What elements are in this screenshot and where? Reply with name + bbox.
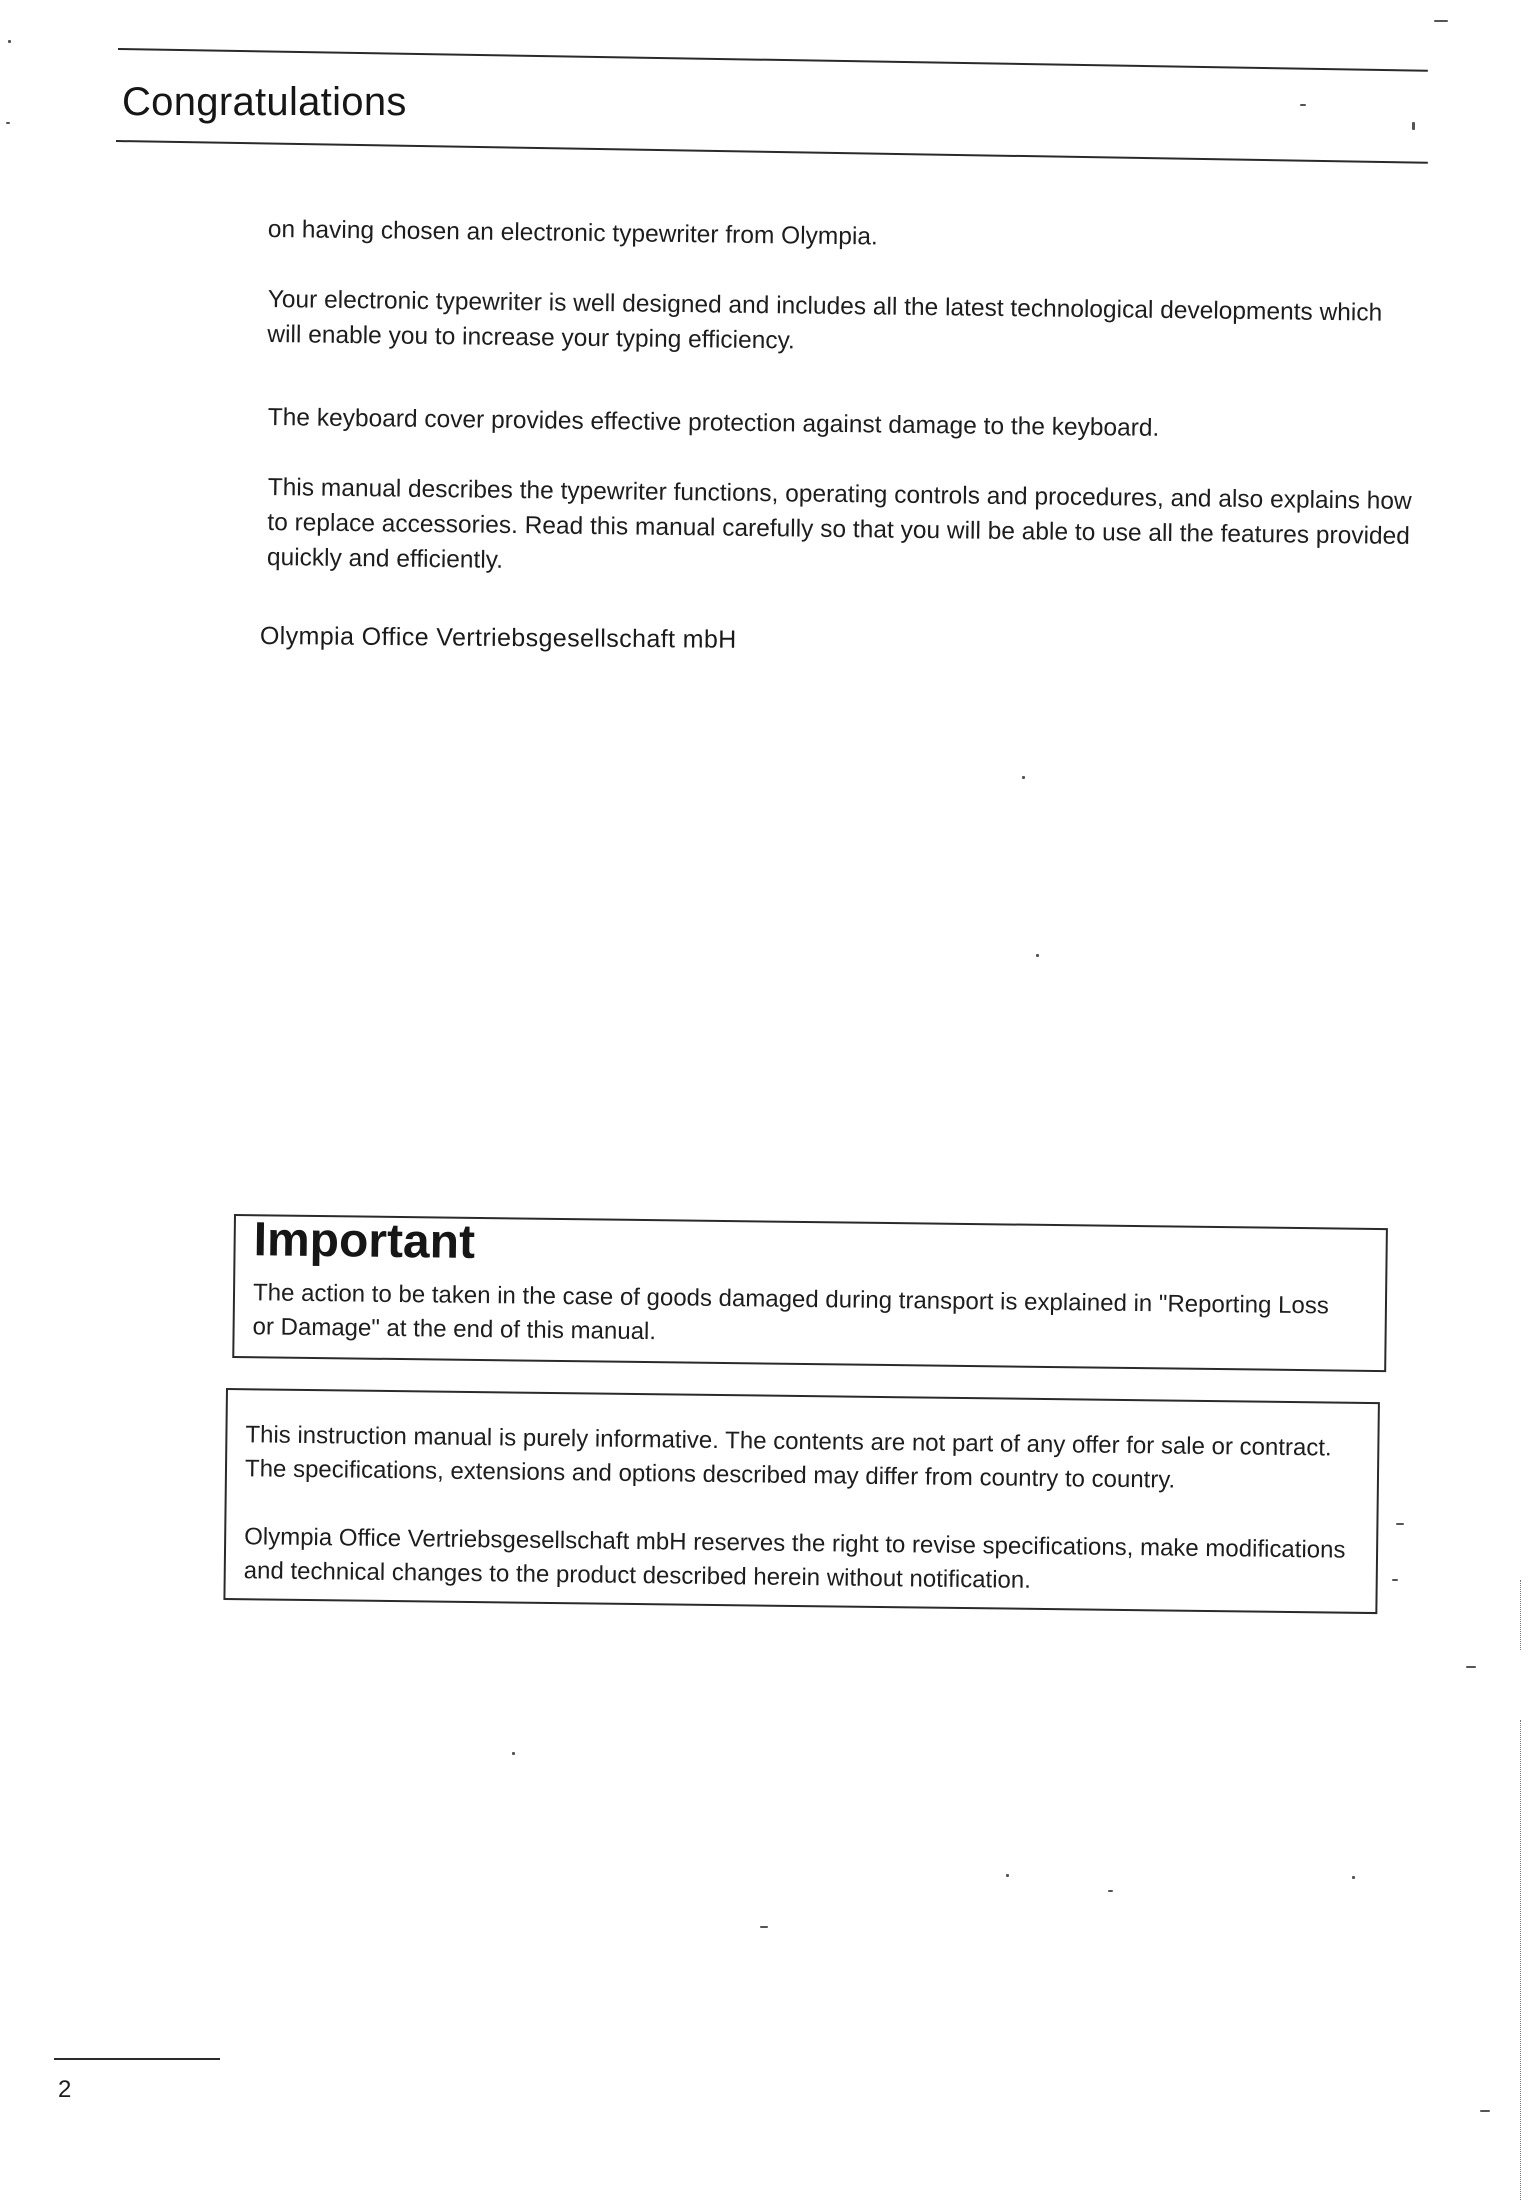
scan-speck [1434,20,1448,22]
design-paragraph: Your electronic typewriter is well designed and includes all the latest technological developments which will enable you to increase your typing efficiency. [267,285,1383,355]
scan-speck [1022,776,1025,779]
scan-speck [6,122,10,124]
page-number: 2 [58,2076,72,2103]
scan-speck [1480,2110,1490,2112]
scan-speck [1466,1666,1476,1668]
manual-paragraph: This manual describes the typewriter functions, operating controls and procedures, and also explains how to replace accessories. Read this manual carefully so that you will be able to use all the features provided quickly and efficiently. [266,473,1412,574]
page-heading: Congratulations [122,80,407,124]
scan-speck [1006,1874,1009,1877]
important-title: Important [253,1213,476,1269]
important-notice-box [232,1214,1388,1372]
disclaimer-text-revisions: Olympia Office Vertriebsgesellschaft mbH reserves the right to revise specifications, make modifications and technical changes to the product described herein without notification. [243,1523,1346,1594]
cover-paragraph: The keyboard cover provides effective protection against damage to the keyboard. [267,403,1160,442]
disclaimer-text-informative: This instruction manual is purely informative. The contents are not part of any offer for sale or contract. The specifications, extensions and options described may differ from country to country. [244,1421,1332,1494]
scan-speck [1300,104,1306,106]
scan-speck [1036,954,1039,957]
scan-margin-line [1520,1720,1521,2200]
scan-speck [1392,1579,1398,1581]
company-signature: Olympia Office Vertriebsgesellschaft mbH [259,622,737,654]
intro-paragraph: on having chosen an electronic typewriter from Olympia. [267,215,878,251]
footer-rule [54,2058,220,2060]
scan-speck [1412,122,1415,130]
header-rule-top [118,48,1428,72]
scan-margin-line [1520,1580,1521,1650]
scan-speck [1396,1523,1404,1525]
scan-speck [760,1926,768,1928]
disclaimer-box [223,1388,1380,1614]
scan-speck [512,1752,515,1755]
scan-speck [1108,1890,1113,1892]
scan-speck [1352,1876,1355,1879]
scan-speck [8,40,11,43]
important-text: The action to be taken in the case of goods damaged during transport is explained in "Reporting Loss or Damage" at the end of this manual. [252,1279,1329,1346]
header-rule-bottom [116,140,1428,164]
